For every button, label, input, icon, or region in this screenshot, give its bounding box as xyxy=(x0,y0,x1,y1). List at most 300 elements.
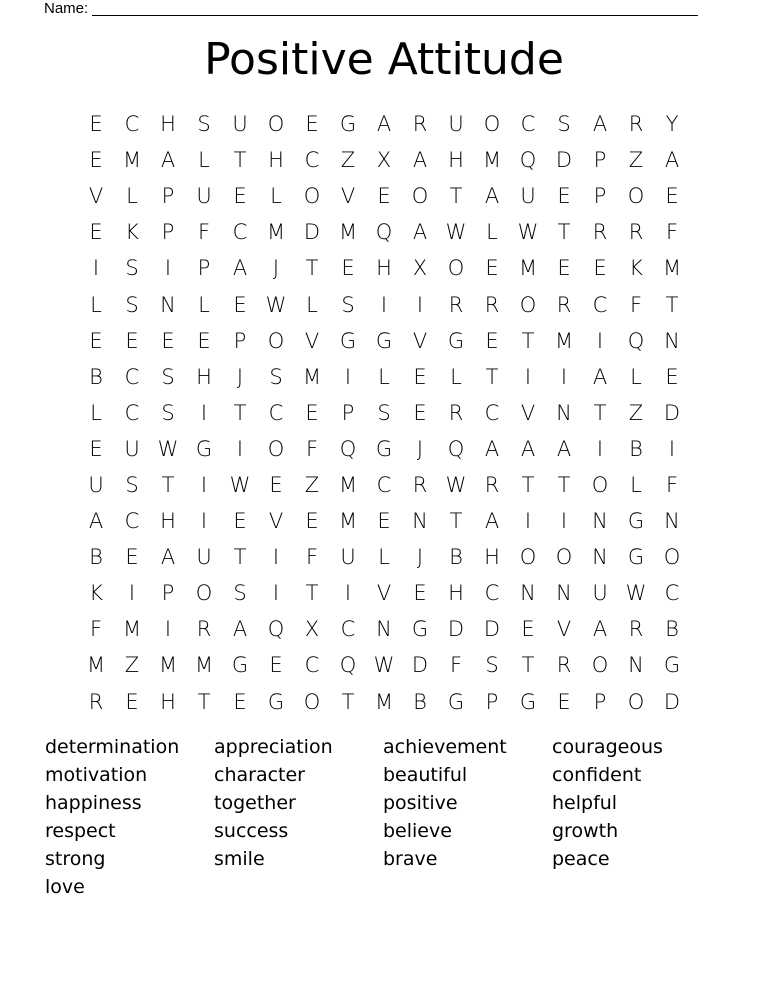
word-list-item: strong xyxy=(45,848,106,870)
grid-letter: M xyxy=(338,220,358,245)
grid-letter: N xyxy=(592,545,608,570)
grid-letter: B xyxy=(413,689,427,714)
grid-letter: T xyxy=(521,472,535,497)
letter-grid xyxy=(78,106,690,720)
word-list-item: brave xyxy=(383,848,438,870)
grid-letter: P xyxy=(593,184,607,209)
grid-letter: E xyxy=(377,184,391,209)
grid-letter: I xyxy=(596,436,604,461)
grid-letter: I xyxy=(560,364,568,389)
grid-letter: Q xyxy=(447,436,465,461)
grid-letter: A xyxy=(160,545,176,570)
grid-letter: U xyxy=(340,545,356,570)
grid-letter: F xyxy=(629,292,643,317)
word-list-item: smile xyxy=(214,848,265,870)
grid-letter: K xyxy=(629,256,643,281)
grid-letter: W xyxy=(625,581,647,606)
grid-letter: S xyxy=(485,653,499,678)
word-list-item: confident xyxy=(552,764,642,786)
grid-letter: H xyxy=(484,545,500,570)
grid-letter: H xyxy=(268,148,284,173)
grid-letter: A xyxy=(232,256,248,281)
grid-letter: O xyxy=(591,472,609,497)
grid-letter: E xyxy=(485,256,499,281)
grid-letter: A xyxy=(484,436,500,461)
word-list-item: determination xyxy=(45,736,180,758)
grid-letter: I xyxy=(668,436,676,461)
grid-letter: P xyxy=(593,689,607,714)
grid-letter: D xyxy=(411,653,429,678)
grid-letter: I xyxy=(236,436,244,461)
grid-letter: L xyxy=(450,364,462,389)
grid-letter: N xyxy=(412,509,428,534)
grid-letter: A xyxy=(412,148,428,173)
grid-letter: M xyxy=(302,364,322,389)
grid-letter: R xyxy=(484,292,500,317)
word-list xyxy=(45,733,721,901)
word-list-item: success xyxy=(214,820,289,842)
grid-letter: E xyxy=(557,184,571,209)
grid-letter: U xyxy=(196,184,212,209)
grid-letter: V xyxy=(520,400,536,425)
grid-letter: S xyxy=(341,292,355,317)
grid-letter: L xyxy=(630,472,642,497)
grid-letter: O xyxy=(483,112,501,137)
grid-letter: M xyxy=(122,617,142,642)
grid-letter: U xyxy=(232,112,248,137)
grid-letter: S xyxy=(557,112,571,137)
grid-letter: V xyxy=(556,617,572,642)
grid-letter: S xyxy=(197,112,211,137)
grid-letter: P xyxy=(161,220,175,245)
grid-letter: R xyxy=(412,472,428,497)
grid-letter: I xyxy=(92,256,100,281)
grid-letter: H xyxy=(448,148,464,173)
grid-letter: E xyxy=(413,400,427,425)
grid-letter: L xyxy=(270,184,282,209)
grid-letter: G xyxy=(375,436,393,461)
grid-letter: K xyxy=(125,220,139,245)
grid-letter: G xyxy=(339,328,357,353)
grid-letter: V xyxy=(412,328,428,353)
grid-letter: G xyxy=(375,328,393,353)
grid-letter: C xyxy=(124,364,140,389)
grid-letter: R xyxy=(628,112,644,137)
grid-letter: C xyxy=(304,653,320,678)
word-list-item: beautiful xyxy=(383,764,468,786)
grid-letter: C xyxy=(484,400,500,425)
grid-letter: E xyxy=(233,292,247,317)
word-list-column xyxy=(552,733,721,901)
grid-letter: T xyxy=(197,689,211,714)
grid-letter: N xyxy=(520,581,536,606)
name-label: Name: xyxy=(44,0,89,17)
grid-letter: E xyxy=(557,689,571,714)
grid-letter: Z xyxy=(124,653,140,678)
word-list-item: growth xyxy=(552,820,619,842)
grid-letter: T xyxy=(521,653,535,678)
grid-letter: A xyxy=(484,509,500,534)
grid-letter: O xyxy=(519,545,537,570)
grid-letter: S xyxy=(377,400,391,425)
grid-letter: O xyxy=(267,436,285,461)
grid-letter: O xyxy=(519,292,537,317)
grid-letter: E xyxy=(125,328,139,353)
grid-letter: V xyxy=(268,509,284,534)
grid-letter: P xyxy=(161,184,175,209)
word-list-item: together xyxy=(214,792,296,814)
grid-letter: W xyxy=(373,653,395,678)
grid-letter: I xyxy=(344,581,352,606)
word-list-item: motivation xyxy=(45,764,148,786)
grid-letter: S xyxy=(161,400,175,425)
grid-letter: C xyxy=(232,220,248,245)
grid-letter: D xyxy=(303,220,321,245)
grid-letter: R xyxy=(628,617,644,642)
word-list-item: believe xyxy=(383,820,452,842)
grid-letter: E xyxy=(413,581,427,606)
grid-letter: C xyxy=(376,472,392,497)
grid-letter: U xyxy=(196,545,212,570)
grid-letter: B xyxy=(665,617,679,642)
grid-letter: D xyxy=(663,400,681,425)
grid-letter: D xyxy=(555,148,573,173)
grid-letter: E xyxy=(413,364,427,389)
grid-letter: A xyxy=(412,220,428,245)
grid-letter: A xyxy=(592,112,608,137)
grid-letter: I xyxy=(524,509,532,534)
grid-letter: A xyxy=(88,509,104,534)
grid-letter: O xyxy=(663,545,681,570)
grid-letter: C xyxy=(484,581,500,606)
grid-letter: S xyxy=(233,581,247,606)
grid-letter: E xyxy=(161,328,175,353)
grid-letter: E xyxy=(197,328,211,353)
grid-letter: S xyxy=(161,364,175,389)
grid-letter: E xyxy=(305,112,319,137)
grid-letter: P xyxy=(161,581,175,606)
grid-letter: E xyxy=(593,256,607,281)
grid-letter: C xyxy=(520,112,536,137)
grid-letter: G xyxy=(339,112,357,137)
grid-letter: B xyxy=(629,436,643,461)
grid-letter: G xyxy=(231,653,249,678)
grid-letter: N xyxy=(556,400,572,425)
name-field xyxy=(44,0,698,16)
grid-letter: H xyxy=(448,581,464,606)
word-list-item: positive xyxy=(383,792,458,814)
grid-letter: T xyxy=(449,184,463,209)
grid-letter: R xyxy=(592,220,608,245)
grid-letter: F xyxy=(305,436,319,461)
grid-letter: E xyxy=(233,184,247,209)
grid-letter: V xyxy=(88,184,104,209)
grid-letter: Q xyxy=(267,617,285,642)
grid-letter: I xyxy=(416,292,424,317)
grid-letter: Q xyxy=(519,148,537,173)
grid-letter: G xyxy=(411,617,429,642)
grid-letter: C xyxy=(124,400,140,425)
grid-letter: A xyxy=(232,617,248,642)
grid-letter: C xyxy=(304,148,320,173)
grid-letter: G xyxy=(447,328,465,353)
grid-letter: T xyxy=(305,581,319,606)
word-list-column xyxy=(383,733,552,901)
word-list-item: character xyxy=(214,764,305,786)
grid-letter: E xyxy=(557,256,571,281)
grid-letter: O xyxy=(303,184,321,209)
grid-letter: Q xyxy=(339,436,357,461)
word-list-item: achievement xyxy=(383,736,507,758)
grid-letter: G xyxy=(195,436,213,461)
grid-letter: J xyxy=(236,364,244,389)
grid-letter: C xyxy=(340,617,356,642)
grid-letter: O xyxy=(555,545,573,570)
grid-letter: N xyxy=(556,581,572,606)
grid-letter: E xyxy=(341,256,355,281)
grid-letter: L xyxy=(486,220,498,245)
grid-letter: S xyxy=(269,364,283,389)
grid-letter: V xyxy=(340,184,356,209)
grid-letter: K xyxy=(89,581,103,606)
grid-letter: E xyxy=(125,545,139,570)
grid-letter: G xyxy=(627,545,645,570)
grid-letter: E xyxy=(665,364,679,389)
grid-letter: W xyxy=(445,472,467,497)
grid-letter: N xyxy=(664,509,680,534)
grid-letter: R xyxy=(484,472,500,497)
grid-letter: V xyxy=(304,328,320,353)
grid-letter: E xyxy=(125,689,139,714)
grid-letter: I xyxy=(272,581,280,606)
grid-letter: M xyxy=(482,148,502,173)
grid-letter: I xyxy=(200,472,208,497)
grid-letter: C xyxy=(592,292,608,317)
grid-letter: E xyxy=(521,617,535,642)
grid-letter: I xyxy=(128,581,136,606)
word-list-item: peace xyxy=(552,848,610,870)
grid-letter: T xyxy=(233,545,247,570)
grid-letter: O xyxy=(447,256,465,281)
grid-letter: U xyxy=(520,184,536,209)
grid-letter: M xyxy=(194,653,214,678)
grid-letter: G xyxy=(627,509,645,534)
word-list-item: appreciation xyxy=(214,736,333,758)
grid-letter: M xyxy=(374,689,394,714)
grid-letter: T xyxy=(449,509,463,534)
grid-letter: V xyxy=(376,581,392,606)
name-underline xyxy=(92,2,698,16)
grid-letter: Q xyxy=(627,328,645,353)
grid-letter: N xyxy=(592,509,608,534)
grid-letter: R xyxy=(556,653,572,678)
grid-letter: P xyxy=(341,400,355,425)
grid-letter: W xyxy=(265,292,287,317)
grid-letter: L xyxy=(198,148,210,173)
grid-letter: E xyxy=(233,509,247,534)
grid-letter: A xyxy=(376,112,392,137)
grid-letter: H xyxy=(376,256,392,281)
word-list-column xyxy=(214,733,383,901)
grid-letter: Y xyxy=(665,112,679,137)
grid-letter: L xyxy=(378,545,390,570)
grid-letter: E xyxy=(89,112,103,137)
grid-letter: N xyxy=(628,653,644,678)
grid-letter: L xyxy=(90,292,102,317)
grid-letter: W xyxy=(229,472,251,497)
grid-letter: L xyxy=(306,292,318,317)
grid-letter: T xyxy=(485,364,499,389)
grid-letter: I xyxy=(164,256,172,281)
grid-letter: A xyxy=(592,364,608,389)
grid-letter: I xyxy=(200,400,208,425)
grid-letter: W xyxy=(445,220,467,245)
grid-letter: O xyxy=(267,328,285,353)
grid-letter: I xyxy=(200,509,208,534)
grid-letter: J xyxy=(416,436,424,461)
grid-letter: A xyxy=(664,148,680,173)
grid-letter: I xyxy=(344,364,352,389)
grid-letter: L xyxy=(198,292,210,317)
grid-letter: H xyxy=(160,689,176,714)
grid-letter: L xyxy=(126,184,138,209)
grid-letter: T xyxy=(161,472,175,497)
grid-letter: H xyxy=(196,364,212,389)
grid-letter: X xyxy=(376,148,392,173)
grid-letter: I xyxy=(164,617,172,642)
grid-letter: C xyxy=(124,112,140,137)
grid-letter: P xyxy=(197,256,211,281)
grid-letter: G xyxy=(663,653,681,678)
grid-letter: E xyxy=(269,472,283,497)
grid-letter: P xyxy=(485,689,499,714)
grid-letter: F xyxy=(89,617,103,642)
grid-letter: M xyxy=(122,148,142,173)
grid-letter: G xyxy=(267,689,285,714)
grid-letter: B xyxy=(89,545,103,570)
grid-letter: H xyxy=(160,112,176,137)
grid-letter: E xyxy=(89,328,103,353)
grid-letter: E xyxy=(233,689,247,714)
word-list-item: love xyxy=(45,876,85,898)
grid-letter: C xyxy=(124,509,140,534)
grid-letter: M xyxy=(554,328,574,353)
grid-letter: I xyxy=(524,364,532,389)
grid-letter: M xyxy=(662,256,682,281)
grid-letter: H xyxy=(160,509,176,534)
grid-letter: S xyxy=(125,292,139,317)
page-title: Positive Attitude xyxy=(204,34,564,85)
grid-letter: W xyxy=(157,436,179,461)
grid-letter: E xyxy=(305,509,319,534)
grid-letter: O xyxy=(303,689,321,714)
word-list-column xyxy=(45,733,214,901)
grid-letter: M xyxy=(266,220,286,245)
grid-letter: F xyxy=(197,220,211,245)
grid-letter: X xyxy=(304,617,320,642)
grid-letter: M xyxy=(518,256,538,281)
grid-letter: O xyxy=(195,581,213,606)
grid-letter: N xyxy=(664,328,680,353)
grid-letter: O xyxy=(591,653,609,678)
grid-letter: E xyxy=(89,220,103,245)
grid-letter: I xyxy=(560,509,568,534)
grid-letter: N xyxy=(160,292,176,317)
word-list-item: happiness xyxy=(45,792,142,814)
grid-letter: R xyxy=(628,220,644,245)
grid-letter: M xyxy=(338,472,358,497)
grid-letter: E xyxy=(377,509,391,534)
grid-letter: F xyxy=(449,653,463,678)
grid-letter: D xyxy=(447,617,465,642)
grid-letter: E xyxy=(305,400,319,425)
grid-letter: S xyxy=(125,256,139,281)
grid-letter: A xyxy=(484,184,500,209)
grid-letter: A xyxy=(592,617,608,642)
word-list-item: respect xyxy=(45,820,116,842)
grid-letter: M xyxy=(86,653,106,678)
grid-letter: T xyxy=(233,400,247,425)
grid-letter: R xyxy=(448,292,464,317)
grid-letter: M xyxy=(338,509,358,534)
grid-letter: B xyxy=(89,364,103,389)
grid-letter: J xyxy=(416,545,424,570)
grid-letter: O xyxy=(267,112,285,137)
grid-letter: A xyxy=(556,436,572,461)
grid-letter: C xyxy=(268,400,284,425)
grid-letter: L xyxy=(90,400,102,425)
grid-letter: L xyxy=(378,364,390,389)
grid-letter: T xyxy=(305,256,319,281)
grid-letter: Q xyxy=(375,220,393,245)
grid-letter: L xyxy=(630,364,642,389)
grid-letter: I xyxy=(272,545,280,570)
grid-letter: O xyxy=(627,689,645,714)
grid-letter: T xyxy=(557,220,571,245)
grid-letter: U xyxy=(448,112,464,137)
grid-letter: E xyxy=(89,148,103,173)
grid-letter: X xyxy=(412,256,428,281)
grid-letter: I xyxy=(596,328,604,353)
grid-letter: R xyxy=(88,689,104,714)
grid-letter: F xyxy=(305,545,319,570)
grid-letter: E xyxy=(485,328,499,353)
grid-letter: T xyxy=(593,400,607,425)
grid-letter: F xyxy=(665,220,679,245)
grid-letter: U xyxy=(88,472,104,497)
grid-letter: W xyxy=(517,220,539,245)
grid-letter: R xyxy=(412,112,428,137)
grid-letter: D xyxy=(663,689,681,714)
grid-letter: A xyxy=(160,148,176,173)
grid-letter: T xyxy=(665,292,679,317)
grid-letter: D xyxy=(483,617,501,642)
grid-letter: Z xyxy=(628,400,644,425)
grid-letter: C xyxy=(664,581,680,606)
grid-letter: O xyxy=(627,184,645,209)
grid-letter: R xyxy=(556,292,572,317)
grid-letter: N xyxy=(376,617,392,642)
grid-letter: Q xyxy=(339,653,357,678)
grid-letter: T xyxy=(521,328,535,353)
grid-letter: U xyxy=(124,436,140,461)
grid-letter: I xyxy=(380,292,388,317)
grid-letter: Z xyxy=(304,472,320,497)
grid-letter: O xyxy=(411,184,429,209)
grid-letter: P xyxy=(233,328,247,353)
grid-letter: S xyxy=(125,472,139,497)
grid-letter: R xyxy=(196,617,212,642)
